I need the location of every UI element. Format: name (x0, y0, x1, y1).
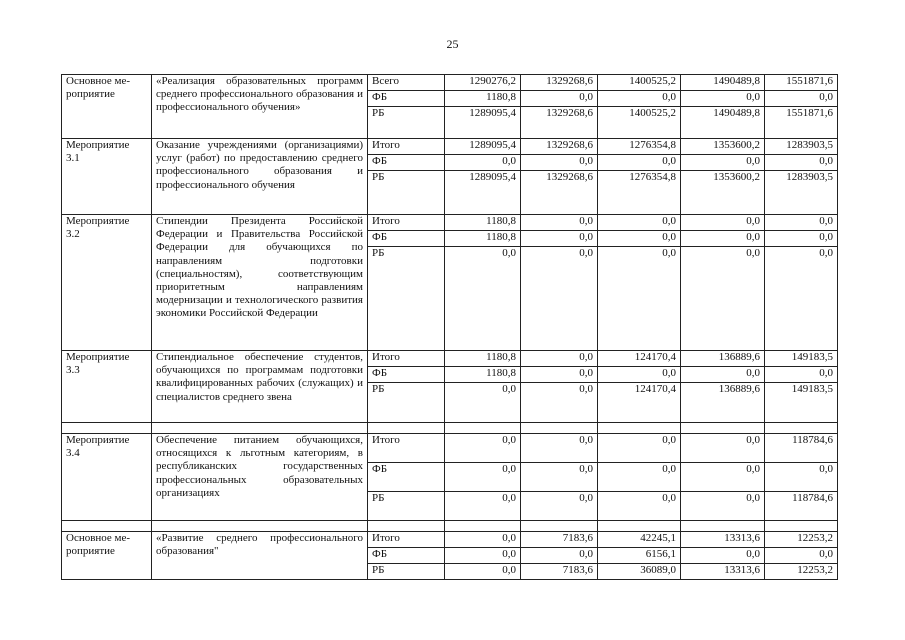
amount-cell: 0,0 (521, 492, 598, 521)
spacer-cell (152, 423, 368, 434)
amount-cell: 118784,6 (765, 492, 838, 521)
table-row (62, 75, 838, 91)
measure-description-cell: Оказание учреждениями (организациями) услуг (работ) по предоставлению среднего профессионального образования и профессионального обучения (152, 139, 368, 215)
amount-cell: 7183,6 (521, 532, 598, 548)
table-row (62, 351, 838, 367)
funding-source-cell: Всего (368, 75, 445, 91)
amount-cell: 149183,5 (765, 383, 838, 423)
funding-source-cell: ФБ (368, 155, 445, 171)
funding-source-cell: ФБ (368, 367, 445, 383)
spacer-cell (598, 423, 681, 434)
amount-cell: 0,0 (598, 91, 681, 107)
amount-cell: 42245,1 (598, 532, 681, 548)
amount-cell: 0,0 (765, 247, 838, 351)
funding-source-cell: РБ (368, 492, 445, 521)
amount-cell: 36089,0 (598, 564, 681, 580)
spacer-cell (521, 423, 598, 434)
spacer-cell (765, 423, 838, 434)
spacer-cell (62, 521, 152, 532)
amount-cell: 0,0 (765, 367, 838, 383)
spacer-cell (368, 423, 445, 434)
funding-source-cell: РБ (368, 564, 445, 580)
amount-cell: 0,0 (681, 434, 765, 463)
amount-cell: 0,0 (681, 247, 765, 351)
amount-cell: 0,0 (681, 548, 765, 564)
amount-cell: 0,0 (681, 155, 765, 171)
amount-cell: 0,0 (681, 215, 765, 231)
amount-cell: 0,0 (521, 215, 598, 231)
amount-cell: 0,0 (765, 91, 838, 107)
table-row (62, 532, 838, 548)
table-row (62, 215, 838, 231)
spacer-cell (368, 521, 445, 532)
amount-cell: 0,0 (521, 351, 598, 367)
amount-cell: 0,0 (445, 564, 521, 580)
amount-cell: 1329268,6 (521, 75, 598, 91)
amount-cell: 0,0 (445, 247, 521, 351)
amount-cell: 1289095,4 (445, 139, 521, 155)
funding-source-cell: РБ (368, 171, 445, 215)
amount-cell: 1283903,5 (765, 139, 838, 155)
amount-cell: 0,0 (445, 532, 521, 548)
amount-cell: 0,0 (765, 231, 838, 247)
funding-source-cell: РБ (368, 107, 445, 139)
spacer-cell (521, 521, 598, 532)
table-row (62, 434, 838, 463)
amount-cell: 0,0 (765, 215, 838, 231)
amount-cell: 0,0 (765, 463, 838, 492)
funding-source-cell: Итого (368, 532, 445, 548)
funding-source-cell: ФБ (368, 548, 445, 564)
amount-cell: 0,0 (598, 434, 681, 463)
amount-cell: 0,0 (445, 492, 521, 521)
amount-cell: 0,0 (521, 231, 598, 247)
amount-cell: 0,0 (765, 548, 838, 564)
amount-cell: 13313,6 (681, 532, 765, 548)
amount-cell: 6156,1 (598, 548, 681, 564)
amount-cell: 0,0 (521, 91, 598, 107)
spacer-row (62, 521, 838, 532)
measure-description-cell: «Реализация образовательных программ среднего профессионального образования и профессионального обучения» (152, 75, 368, 139)
amount-cell: 1289095,4 (445, 171, 521, 215)
spacer-cell (598, 521, 681, 532)
amount-cell: 0,0 (598, 215, 681, 231)
amount-cell: 1329268,6 (521, 171, 598, 215)
amount-cell: 0,0 (681, 367, 765, 383)
measure-name-cell: Мероприятие 3.2 (62, 215, 152, 351)
measure-description-cell: Стипендиальное обеспечение студентов, обучающихся по программам подготовки квалифицированных рабочих (служащих) и специалистов среднего звена (152, 351, 368, 423)
amount-cell: 1290276,2 (445, 75, 521, 91)
funding-source-cell: Итого (368, 139, 445, 155)
amount-cell: 1180,8 (445, 351, 521, 367)
amount-cell: 1400525,2 (598, 107, 681, 139)
amount-cell: 124170,4 (598, 351, 681, 367)
amount-cell: 7183,6 (521, 564, 598, 580)
amount-cell: 0,0 (445, 548, 521, 564)
amount-cell: 1329268,6 (521, 107, 598, 139)
amount-cell: 0,0 (445, 383, 521, 423)
funding-source-cell: Итого (368, 434, 445, 463)
amount-cell: 1283903,5 (765, 171, 838, 215)
amount-cell: 1551871,6 (765, 107, 838, 139)
measure-description-cell: Обеспечение питанием обучающихся, относящихся к льготным категориям, в республиканских государственных профессиональных образовательных организациях (152, 434, 368, 521)
amount-cell: 1490489,8 (681, 107, 765, 139)
measure-name-cell: Мероприятие 3.1 (62, 139, 152, 215)
measure-name-cell: Мероприятие 3.4 (62, 434, 152, 521)
program-funding-table (61, 74, 838, 580)
amount-cell: 0,0 (598, 231, 681, 247)
amount-cell: 0,0 (521, 247, 598, 351)
measure-description-cell: Стипендии Президента Российской Федерации и Правительства Российской Федерации для обучающихся по направлениям подготовки (специальностям), соответствующим приоритетным направлениям модернизации и технологического развития экономики Российской Федерации (152, 215, 368, 351)
amount-cell: 118784,6 (765, 434, 838, 463)
amount-cell: 136889,6 (681, 383, 765, 423)
amount-cell: 0,0 (521, 548, 598, 564)
amount-cell: 0,0 (521, 383, 598, 423)
amount-cell: 1276354,8 (598, 139, 681, 155)
funding-source-cell: РБ (368, 247, 445, 351)
amount-cell: 136889,6 (681, 351, 765, 367)
amount-cell: 0,0 (598, 155, 681, 171)
amount-cell: 1180,8 (445, 367, 521, 383)
amount-cell: 0,0 (521, 155, 598, 171)
amount-cell: 1353600,2 (681, 171, 765, 215)
spacer-cell (152, 521, 368, 532)
amount-cell: 0,0 (598, 247, 681, 351)
amount-cell: 1551871,6 (765, 75, 838, 91)
amount-cell: 0,0 (681, 463, 765, 492)
amount-cell: 0,0 (681, 91, 765, 107)
amount-cell: 0,0 (445, 434, 521, 463)
amount-cell: 1400525,2 (598, 75, 681, 91)
amount-cell: 149183,5 (765, 351, 838, 367)
funding-source-cell: Итого (368, 351, 445, 367)
measure-name-cell: Основное ме- роприятие (62, 75, 152, 139)
amount-cell: 1329268,6 (521, 139, 598, 155)
funding-source-cell: Итого (368, 215, 445, 231)
page-number: 25 (446, 37, 459, 51)
amount-cell: 1180,8 (445, 231, 521, 247)
amount-cell: 12253,2 (765, 532, 838, 548)
spacer-cell (445, 423, 521, 434)
funding-source-cell: ФБ (368, 231, 445, 247)
amount-cell: 0,0 (598, 492, 681, 521)
spacer-cell (62, 423, 152, 434)
amount-cell: 1353600,2 (681, 139, 765, 155)
amount-cell: 1180,8 (445, 91, 521, 107)
funding-source-cell: ФБ (368, 463, 445, 492)
amount-cell: 0,0 (521, 463, 598, 492)
measure-description-cell: «Развитие среднего профессионального образования" (152, 532, 368, 580)
measure-name-cell: Основное ме- роприятие (62, 532, 152, 580)
amount-cell: 1276354,8 (598, 171, 681, 215)
spacer-cell (681, 423, 765, 434)
amount-cell: 0,0 (445, 463, 521, 492)
amount-cell: 0,0 (598, 463, 681, 492)
spacer-cell (765, 521, 838, 532)
spacer-cell (681, 521, 765, 532)
spacer-row (62, 423, 838, 434)
amount-cell: 1180,8 (445, 215, 521, 231)
spacer-cell (445, 521, 521, 532)
amount-cell: 0,0 (521, 367, 598, 383)
amount-cell: 1490489,8 (681, 75, 765, 91)
amount-cell: 124170,4 (598, 383, 681, 423)
amount-cell: 0,0 (681, 492, 765, 521)
table-row (62, 139, 838, 155)
amount-cell: 0,0 (681, 231, 765, 247)
amount-cell: 0,0 (521, 434, 598, 463)
funding-source-cell: РБ (368, 383, 445, 423)
amount-cell: 12253,2 (765, 564, 838, 580)
amount-cell: 0,0 (765, 155, 838, 171)
amount-cell: 13313,6 (681, 564, 765, 580)
amount-cell: 0,0 (598, 367, 681, 383)
measure-name-cell: Мероприятие 3.3 (62, 351, 152, 423)
amount-cell: 1289095,4 (445, 107, 521, 139)
funding-source-cell: ФБ (368, 91, 445, 107)
amount-cell: 0,0 (445, 155, 521, 171)
